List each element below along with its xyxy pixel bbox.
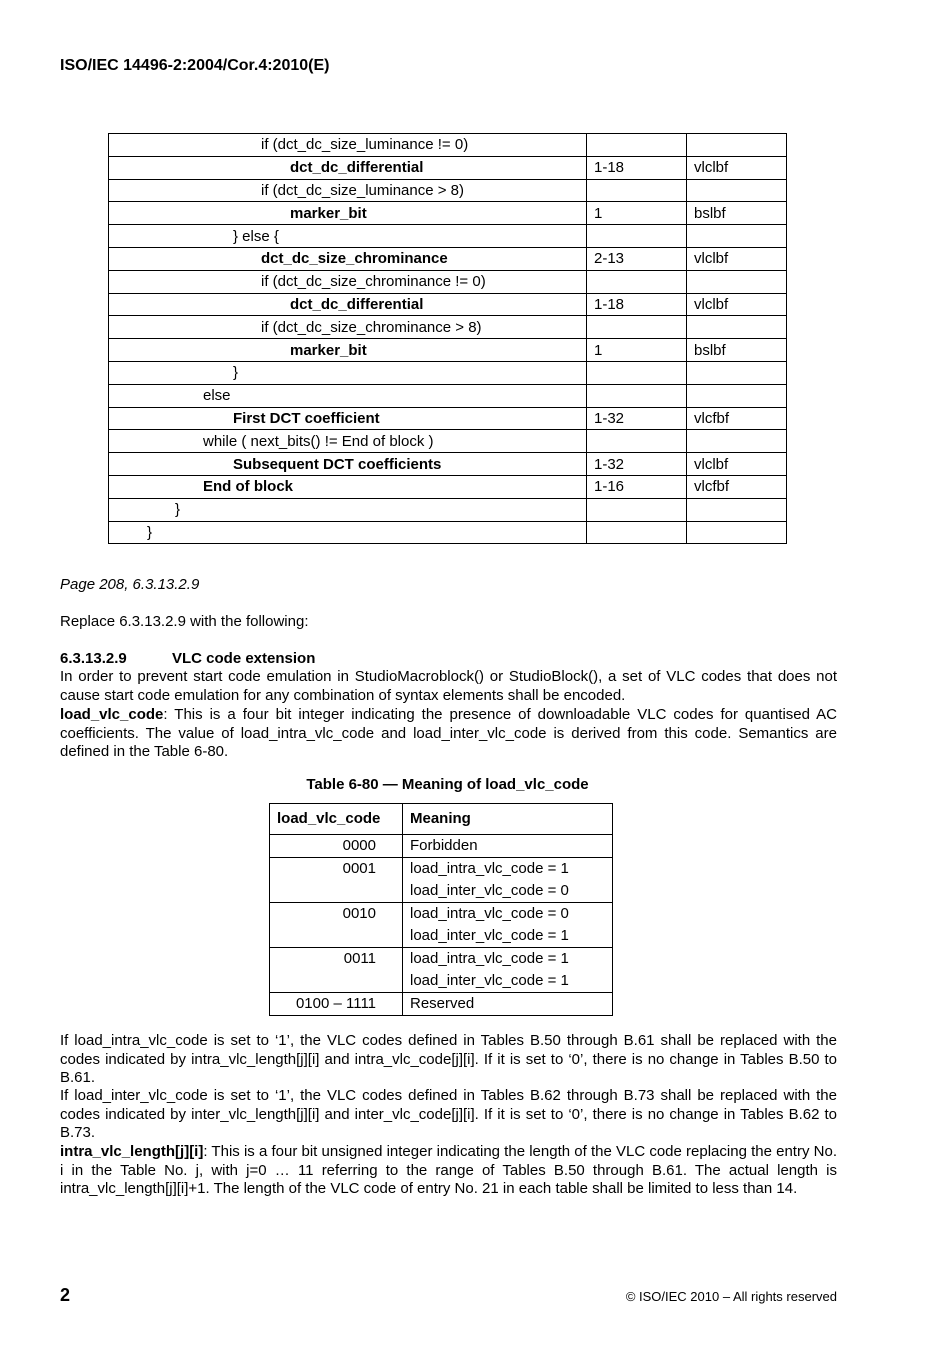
- syntax-mnemonic: [687, 384, 787, 407]
- syntax-cell: [109, 453, 587, 476]
- syntax-row: [109, 316, 787, 339]
- syntax-row: [109, 134, 787, 157]
- syntax-bits: 1-18: [587, 293, 687, 316]
- syntax-cell: [109, 407, 587, 430]
- syntax-bits: [587, 498, 687, 521]
- syntax-text: }: [147, 523, 153, 541]
- syntax-mnemonic: vlcfbf: [687, 475, 787, 498]
- syntax-mnemonic: vlcfbf: [687, 407, 787, 430]
- syntax-bits: [587, 316, 687, 339]
- load-vlc-code-term: load_vlc_code: [60, 706, 164, 723]
- syntax-text: First DCT coefficient: [233, 409, 380, 427]
- syntax-row: [109, 407, 787, 430]
- syntax-text: if (dct_dc_size_luminance > 8): [261, 181, 465, 199]
- syntax-text: while ( next_bits() != End of block ): [203, 432, 434, 450]
- syntax-bits: 2-13: [587, 247, 687, 270]
- meaning-line: Forbidden: [410, 837, 478, 854]
- intra-vlc-length-definition: [60, 1143, 837, 1199]
- syntax-cell: [109, 521, 587, 544]
- syntax-table: [108, 133, 787, 544]
- syntax-bits: [587, 361, 687, 384]
- meaning-row: [270, 835, 613, 858]
- syntax-cell: [109, 270, 587, 293]
- meaning-value: [403, 993, 613, 1016]
- syntax-cell: [109, 202, 587, 225]
- syntax-cell: [109, 134, 587, 157]
- table-caption: Table 6-80 — Meaning of load_vlc_code: [306, 776, 589, 793]
- intra-vlc-length-term: intra_vlc_length[j][i]: [60, 1143, 204, 1160]
- syntax-mnemonic: bslbf: [687, 202, 787, 225]
- load-vlc-code-definition: [60, 706, 837, 762]
- syntax-bits: 1-16: [587, 475, 687, 498]
- meaning-value: [403, 835, 613, 858]
- syntax-cell: [109, 316, 587, 339]
- intra-vlc-length-desc: : This is a four bit unsigned integer indicating the length of the VLC code replacing the entry No. i in the Table No. j, with j=0 … 11 referring to the range of Tables B.50 through B.61. The actual length is intra_vlc_length[j][i]+1. The length of the VLC code of entry No. 21 in each table shall be limited to less than 14.: [60, 1143, 837, 1198]
- syntax-text: if (dct_dc_size_luminance != 0): [261, 136, 469, 154]
- copyright-notice: © ISO/IEC 2010 – All rights reserved: [625, 1289, 837, 1304]
- syntax-cell: [109, 247, 587, 270]
- document-header: ISO/IEC 14496-2:2004/Cor.4:2010(E): [60, 57, 330, 74]
- meaning-line: load_inter_vlc_code = 1: [410, 972, 569, 989]
- syntax-mnemonic: bslbf: [687, 339, 787, 362]
- syntax-cell: [109, 339, 587, 362]
- syntax-row: [109, 475, 787, 498]
- syntax-text: marker_bit: [290, 204, 367, 222]
- meaning-line: load_intra_vlc_code = 1: [410, 860, 569, 877]
- syntax-text: if (dct_dc_size_chrominance > 8): [261, 318, 482, 336]
- meaning-line: load_inter_vlc_code = 0: [410, 882, 569, 899]
- meaning-header-meaning: Meaning: [403, 804, 613, 835]
- syntax-bits: 1-18: [587, 156, 687, 179]
- syntax-mnemonic: [687, 521, 787, 544]
- meaning-value: [403, 948, 613, 993]
- syntax-bits: [587, 384, 687, 407]
- meaning-value: [403, 903, 613, 948]
- syntax-bits: 1-32: [587, 407, 687, 430]
- syntax-row: [109, 179, 787, 202]
- intra-paragraph: If load_intra_vlc_code is set to ‘1’, the VLC codes defined in Tables B.50 through B.61 shall be replaced with the codes indicated by intra_vlc_length[j][i] and intra_vlc_code[j][i]. If it is set to ‘0’, there is no change in Tables B.50 to B.61.: [60, 1032, 837, 1087]
- syntax-bits: [587, 430, 687, 453]
- syntax-cell: [109, 475, 587, 498]
- syntax-mnemonic: vlclbf: [687, 156, 787, 179]
- inter-paragraph: If load_inter_vlc_code is set to ‘1’, the VLC codes defined in Tables B.62 through B.73 shall be replaced with the codes indicated by inter_vlc_length[j][i] and inter_vlc_code[j][i]. If it is set to ‘0’, there is no change in Tables B.62 to B.73.: [60, 1087, 837, 1142]
- syntax-cell: [109, 430, 587, 453]
- syntax-row: [109, 247, 787, 270]
- syntax-cell: [109, 498, 587, 521]
- syntax-cell: [109, 293, 587, 316]
- syntax-cell: [109, 361, 587, 384]
- meaning-line: Reserved: [410, 995, 475, 1012]
- syntax-row: [109, 430, 787, 453]
- syntax-bits: [587, 521, 687, 544]
- syntax-mnemonic: [687, 498, 787, 521]
- page-number: 2: [60, 1285, 71, 1305]
- syntax-text: End of block: [203, 478, 293, 496]
- page-reference: Page 208, 6.3.13.2.9: [60, 576, 200, 593]
- syntax-row: [109, 225, 787, 248]
- syntax-text: if (dct_dc_size_chrominance != 0): [261, 273, 486, 291]
- meaning-code: 0100 – 1111: [270, 993, 403, 1016]
- syntax-text: Subsequent DCT coefficients: [233, 455, 442, 473]
- syntax-row: [109, 521, 787, 544]
- replace-instruction: Replace 6.3.13.2.9 with the following:: [60, 613, 309, 630]
- meaning-line: load_intra_vlc_code = 1: [410, 950, 569, 967]
- syntax-mnemonic: [687, 361, 787, 384]
- meaning-row: [270, 858, 613, 903]
- syntax-mnemonic: vlclbf: [687, 453, 787, 476]
- meaning-code: 0011: [270, 948, 403, 993]
- syntax-row: [109, 453, 787, 476]
- syntax-mnemonic: vlclbf: [687, 293, 787, 316]
- syntax-text: }: [233, 364, 239, 382]
- syntax-mnemonic: [687, 179, 787, 202]
- meaning-line: load_inter_vlc_code = 1: [410, 927, 569, 944]
- syntax-bits: 1: [587, 202, 687, 225]
- syntax-text: dct_dc_differential: [290, 159, 424, 177]
- syntax-mnemonic: vlclbf: [687, 247, 787, 270]
- meaning-table: [269, 803, 613, 1016]
- syntax-text: dct_dc_differential: [290, 295, 424, 313]
- syntax-row: [109, 293, 787, 316]
- load-vlc-code-desc: : This is a four bit integer indicating the presence of downloadable VLC codes for quantised AC coefficients. The value of load_intra_vlc_code and load_inter_vlc_code is derived from this code. Semantics are defined in the Table 6-80.: [60, 706, 837, 761]
- syntax-bits: [587, 179, 687, 202]
- syntax-cell: [109, 179, 587, 202]
- syntax-row: [109, 270, 787, 293]
- meaning-code: 0010: [270, 903, 403, 948]
- syntax-bits: 1: [587, 339, 687, 362]
- syntax-bits: [587, 134, 687, 157]
- meaning-row: [270, 993, 613, 1016]
- syntax-row: [109, 384, 787, 407]
- syntax-bits: [587, 225, 687, 248]
- syntax-mnemonic: [687, 316, 787, 339]
- syntax-row: [109, 498, 787, 521]
- syntax-mnemonic: [687, 270, 787, 293]
- meaning-header-code: load_vlc_code: [270, 804, 403, 835]
- syntax-cell: [109, 156, 587, 179]
- syntax-row: [109, 339, 787, 362]
- syntax-text: dct_dc_size_chrominance: [261, 250, 448, 268]
- syntax-row: [109, 202, 787, 225]
- syntax-cell: [109, 384, 587, 407]
- meaning-code: 0001: [270, 858, 403, 903]
- syntax-bits: [587, 270, 687, 293]
- meaning-code: 0000: [270, 835, 403, 858]
- meaning-line: load_intra_vlc_code = 0: [410, 905, 569, 922]
- syntax-cell: [109, 225, 587, 248]
- section-heading: [60, 650, 315, 667]
- syntax-mnemonic: [687, 134, 787, 157]
- syntax-mnemonic: [687, 225, 787, 248]
- syntax-row: [109, 156, 787, 179]
- syntax-text: else: [203, 387, 231, 405]
- meaning-row: [270, 903, 613, 948]
- syntax-text: marker_bit: [290, 341, 367, 359]
- syntax-text: } else {: [233, 227, 279, 245]
- syntax-bits: 1-32: [587, 453, 687, 476]
- syntax-row: [109, 361, 787, 384]
- meaning-value: [403, 858, 613, 903]
- syntax-mnemonic: [687, 430, 787, 453]
- meaning-row: [270, 948, 613, 993]
- section-title: VLC code extension: [172, 650, 316, 667]
- syntax-text: }: [175, 501, 181, 519]
- section-intro: In order to prevent start code emulation in StudioMacroblock() or StudioBlock(), a set of VLC codes that does not cause start code emulation for any combination of syntax elements shall be encoded.: [60, 668, 837, 704]
- section-number: 6.3.13.2.9: [60, 650, 127, 667]
